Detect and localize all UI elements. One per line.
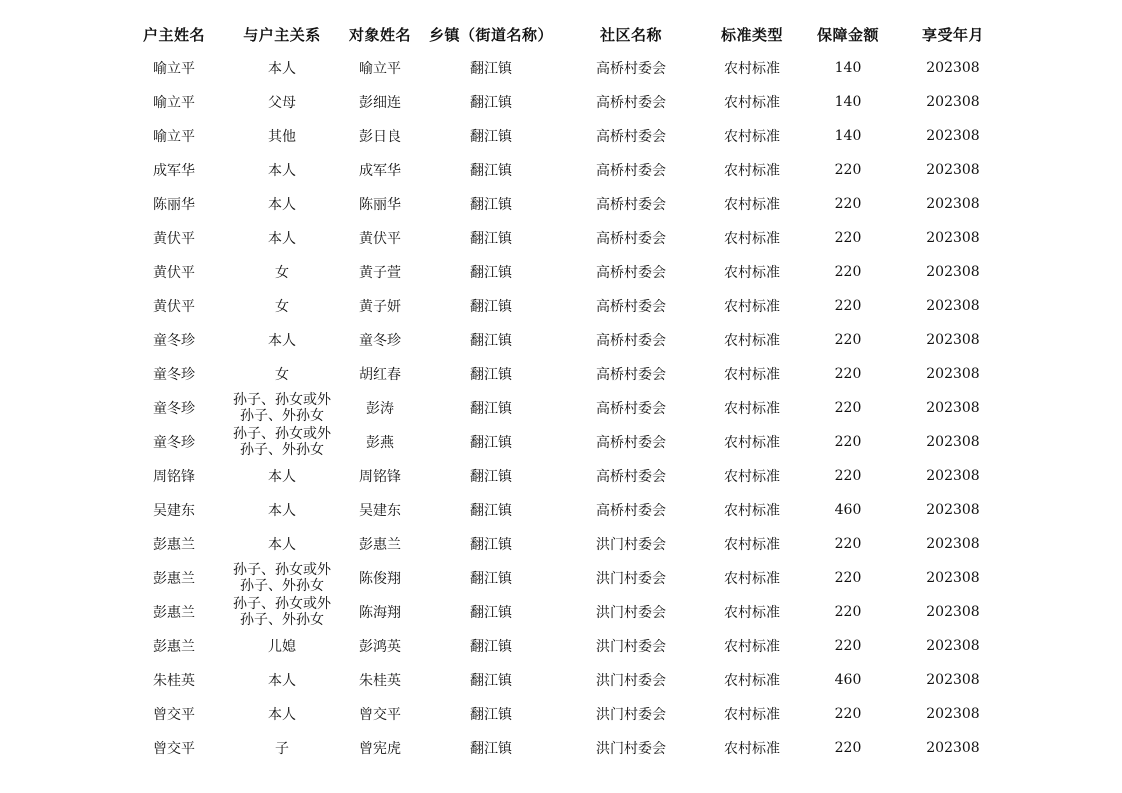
cell-recipient-name: 黄子妍 — [359, 299, 401, 315]
relation-line: 孙子、孙女或外 — [233, 426, 331, 442]
cell-head-of-household-name: 喻立平 — [153, 95, 195, 111]
cell-relation-to-head: 本人 — [268, 673, 296, 689]
cell-benefit-amount: 140 — [834, 128, 862, 144]
column-header-recipient-name: 对象姓名 — [348, 25, 411, 44]
cell-town-street-name: 翻江镇 — [470, 61, 512, 77]
cell-community-name: 洪门村委会 — [596, 605, 666, 621]
cell-benefit-month: 202308 — [926, 570, 980, 586]
cell-benefit-month: 202308 — [926, 366, 980, 382]
cell-recipient-name: 彭日良 — [359, 129, 401, 145]
cell-community-name: 洪门村委会 — [596, 707, 666, 723]
cell-benefit-amount: 220 — [834, 230, 862, 246]
cell-community-name: 高桥村委会 — [596, 299, 666, 315]
cell-benefit-amount: 220 — [834, 740, 862, 756]
cell-benefit-amount: 220 — [834, 162, 862, 178]
cell-benefit-amount: 140 — [834, 94, 862, 110]
table-row — [118, 289, 1008, 323]
cell-town-street-name: 翻江镇 — [470, 469, 512, 485]
cell-standard-type: 农村标准 — [724, 537, 780, 553]
cell-head-of-household-name: 童冬珍 — [153, 367, 195, 383]
cell-community-name: 高桥村委会 — [596, 129, 666, 145]
cell-benefit-amount: 220 — [834, 468, 862, 484]
cell-town-street-name: 翻江镇 — [470, 163, 512, 179]
cell-community-name: 洪门村委会 — [596, 537, 666, 553]
cell-recipient-name: 童冬珍 — [359, 333, 401, 349]
cell-relation-to-head: 女 — [275, 299, 289, 315]
cell-head-of-household-name: 喻立平 — [153, 129, 195, 145]
table-body — [118, 51, 1008, 765]
cell-benefit-amount: 220 — [834, 604, 862, 620]
cell-benefit-month: 202308 — [926, 740, 980, 756]
cell-benefit-amount: 220 — [834, 536, 862, 552]
cell-head-of-household-name: 曾交平 — [153, 707, 195, 723]
cell-town-street-name: 翻江镇 — [470, 503, 512, 519]
table-row — [118, 221, 1008, 255]
cell-town-street-name: 翻江镇 — [470, 95, 512, 111]
cell-town-street-name: 翻江镇 — [470, 231, 512, 247]
cell-standard-type: 农村标准 — [724, 197, 780, 213]
cell-town-street-name: 翻江镇 — [470, 265, 512, 281]
cell-relation-to-head: 本人 — [268, 469, 296, 485]
cell-community-name: 高桥村委会 — [596, 61, 666, 77]
cell-head-of-household-name: 黄伏平 — [153, 299, 195, 315]
cell-recipient-name: 周铭锋 — [359, 469, 401, 485]
cell-standard-type: 农村标准 — [724, 95, 780, 111]
cell-standard-type: 农村标准 — [724, 571, 780, 587]
table-row — [118, 153, 1008, 187]
cell-standard-type: 农村标准 — [724, 401, 780, 417]
cell-benefit-amount: 220 — [834, 366, 862, 382]
cell-town-street-name: 翻江镇 — [470, 537, 512, 553]
table-row — [118, 357, 1008, 391]
cell-benefit-month: 202308 — [926, 434, 980, 450]
cell-recipient-name: 胡红春 — [359, 367, 401, 383]
cell-community-name: 高桥村委会 — [596, 95, 666, 111]
cell-benefit-month: 202308 — [926, 604, 980, 620]
column-header-head-of-household-name: 户主姓名 — [142, 25, 205, 44]
cell-standard-type: 农村标准 — [724, 435, 780, 451]
cell-town-street-name: 翻江镇 — [470, 673, 512, 689]
relation-line: 孙子、外孙女 — [240, 612, 324, 628]
cell-recipient-name: 彭涛 — [366, 401, 394, 417]
table-row — [118, 663, 1008, 697]
cell-relation-to-head: 本人 — [268, 163, 296, 179]
table-row — [118, 119, 1008, 153]
table-row — [118, 391, 1008, 425]
cell-recipient-name: 彭细连 — [359, 95, 401, 111]
cell-head-of-household-name: 彭惠兰 — [153, 605, 195, 621]
table-row — [118, 629, 1008, 663]
cell-relation-to-head: 本人 — [268, 333, 296, 349]
cell-head-of-household-name: 彭惠兰 — [153, 639, 195, 655]
cell-town-street-name: 翻江镇 — [470, 639, 512, 655]
cell-head-of-household-name: 曾交平 — [153, 741, 195, 757]
table-row — [118, 51, 1008, 85]
cell-relation-to-head: 本人 — [268, 537, 296, 553]
cell-benefit-month: 202308 — [926, 332, 980, 348]
cell-recipient-name: 陈俊翔 — [359, 571, 401, 587]
cell-benefit-amount: 220 — [834, 706, 862, 722]
cell-benefit-amount: 220 — [834, 298, 862, 314]
cell-standard-type: 农村标准 — [724, 231, 780, 247]
cell-relation-to-head — [230, 561, 334, 595]
cell-head-of-household-name: 喻立平 — [153, 61, 195, 77]
cell-head-of-household-name: 周铭锋 — [153, 469, 195, 485]
cell-standard-type: 农村标准 — [724, 503, 780, 519]
cell-relation-to-head: 本人 — [268, 231, 296, 247]
cell-community-name: 洪门村委会 — [596, 741, 666, 757]
cell-benefit-amount: 460 — [834, 502, 862, 518]
cell-benefit-amount: 220 — [834, 332, 862, 348]
cell-relation-to-head: 儿媳 — [268, 639, 296, 655]
cell-benefit-amount: 220 — [834, 400, 862, 416]
table-row — [118, 731, 1008, 765]
cell-head-of-household-name: 朱桂英 — [153, 673, 195, 689]
column-header-relation-to-head: 与户主关系 — [243, 25, 321, 44]
cell-town-street-name: 翻江镇 — [470, 741, 512, 757]
column-header-community-name: 社区名称 — [599, 25, 662, 44]
table-row — [118, 697, 1008, 731]
cell-town-street-name: 翻江镇 — [470, 197, 512, 213]
cell-town-street-name: 翻江镇 — [470, 605, 512, 621]
cell-recipient-name: 彭燕 — [366, 435, 394, 451]
relation-line: 孙子、孙女或外 — [233, 392, 331, 408]
cell-town-street-name: 翻江镇 — [470, 299, 512, 315]
cell-standard-type: 农村标准 — [724, 61, 780, 77]
cell-head-of-household-name: 吴建东 — [153, 503, 195, 519]
table-header — [118, 17, 1008, 51]
cell-community-name: 洪门村委会 — [596, 639, 666, 655]
table-row — [118, 595, 1008, 629]
cell-benefit-month: 202308 — [926, 196, 980, 212]
cell-recipient-name: 朱桂英 — [359, 673, 401, 689]
cell-recipient-name: 成军华 — [359, 163, 401, 179]
cell-benefit-amount: 220 — [834, 570, 862, 586]
cell-head-of-household-name: 陈丽华 — [153, 197, 195, 213]
cell-standard-type: 农村标准 — [724, 367, 780, 383]
cell-standard-type: 农村标准 — [724, 639, 780, 655]
cell-benefit-month: 202308 — [926, 298, 980, 314]
cell-community-name: 高桥村委会 — [596, 401, 666, 417]
cell-standard-type: 农村标准 — [724, 673, 780, 689]
cell-recipient-name: 彭惠兰 — [359, 537, 401, 553]
column-header-standard-type: 标准类型 — [720, 25, 783, 44]
relation-line: 孙子、外孙女 — [240, 408, 324, 424]
cell-benefit-month: 202308 — [926, 128, 980, 144]
cell-town-street-name: 翻江镇 — [470, 333, 512, 349]
relation-line: 孙子、外孙女 — [240, 442, 324, 458]
cell-recipient-name: 陈丽华 — [359, 197, 401, 213]
table-row — [118, 425, 1008, 459]
cell-standard-type: 农村标准 — [724, 299, 780, 315]
cell-benefit-month: 202308 — [926, 706, 980, 722]
cell-recipient-name: 喻立平 — [359, 61, 401, 77]
cell-benefit-month: 202308 — [926, 264, 980, 280]
cell-community-name: 高桥村委会 — [596, 469, 666, 485]
relation-line: 孙子、孙女或外 — [233, 596, 331, 612]
cell-recipient-name: 黄子萱 — [359, 265, 401, 281]
cell-benefit-month: 202308 — [926, 536, 980, 552]
cell-recipient-name: 黄伏平 — [359, 231, 401, 247]
cell-benefit-month: 202308 — [926, 502, 980, 518]
cell-standard-type: 农村标准 — [724, 469, 780, 485]
cell-relation-to-head: 本人 — [268, 197, 296, 213]
column-header-town-street-name: 乡镇（街道名称） — [428, 25, 553, 44]
cell-benefit-month: 202308 — [926, 230, 980, 246]
cell-recipient-name: 曾交平 — [359, 707, 401, 723]
cell-town-street-name: 翻江镇 — [470, 435, 512, 451]
cell-community-name: 高桥村委会 — [596, 163, 666, 179]
cell-head-of-household-name: 成军华 — [153, 163, 195, 179]
cell-community-name: 高桥村委会 — [596, 367, 666, 383]
table-row — [118, 561, 1008, 595]
cell-relation-to-head: 子 — [275, 741, 289, 757]
table-row — [118, 255, 1008, 289]
cell-head-of-household-name: 童冬珍 — [153, 333, 195, 349]
cell-community-name: 高桥村委会 — [596, 197, 666, 213]
table-row — [118, 323, 1008, 357]
cell-standard-type: 农村标准 — [724, 163, 780, 179]
cell-benefit-month: 202308 — [926, 162, 980, 178]
table-row — [118, 459, 1008, 493]
cell-relation-to-head: 父母 — [268, 95, 296, 111]
table-row — [118, 85, 1008, 119]
cell-head-of-household-name: 童冬珍 — [153, 401, 195, 417]
cell-benefit-month: 202308 — [926, 672, 980, 688]
cell-town-street-name: 翻江镇 — [470, 401, 512, 417]
cell-town-street-name: 翻江镇 — [470, 707, 512, 723]
cell-relation-to-head: 本人 — [268, 503, 296, 519]
cell-relation-to-head: 本人 — [268, 61, 296, 77]
cell-recipient-name: 曾宪虎 — [359, 741, 401, 757]
cell-benefit-month: 202308 — [926, 94, 980, 110]
cell-head-of-household-name: 彭惠兰 — [153, 537, 195, 553]
cell-relation-to-head: 女 — [275, 367, 289, 383]
cell-benefit-amount: 220 — [834, 434, 862, 450]
cell-town-street-name: 翻江镇 — [470, 571, 512, 587]
table-row — [118, 493, 1008, 527]
cell-recipient-name: 彭鸿英 — [359, 639, 401, 655]
cell-relation-to-head: 女 — [275, 265, 289, 281]
relation-line: 孙子、外孙女 — [240, 578, 324, 594]
cell-relation-to-head — [230, 391, 334, 425]
cell-community-name: 洪门村委会 — [596, 571, 666, 587]
cell-relation-to-head: 本人 — [268, 707, 296, 723]
column-header-benefit-month: 享受年月 — [921, 25, 984, 44]
cell-head-of-household-name: 黄伏平 — [153, 231, 195, 247]
cell-community-name: 高桥村委会 — [596, 333, 666, 349]
cell-community-name: 高桥村委会 — [596, 265, 666, 281]
cell-benefit-amount: 460 — [834, 672, 862, 688]
cell-standard-type: 农村标准 — [724, 129, 780, 145]
cell-standard-type: 农村标准 — [724, 605, 780, 621]
table-row — [118, 527, 1008, 561]
cell-standard-type: 农村标准 — [724, 265, 780, 281]
cell-town-street-name: 翻江镇 — [470, 129, 512, 145]
cell-benefit-amount: 140 — [834, 60, 862, 76]
cell-standard-type: 农村标准 — [724, 707, 780, 723]
cell-benefit-amount: 220 — [834, 264, 862, 280]
cell-benefit-month: 202308 — [926, 638, 980, 654]
cell-head-of-household-name: 黄伏平 — [153, 265, 195, 281]
column-header-benefit-amount: 保障金额 — [816, 25, 879, 44]
cell-benefit-amount: 220 — [834, 638, 862, 654]
cell-standard-type: 农村标准 — [724, 741, 780, 757]
cell-relation-to-head: 其他 — [268, 129, 296, 145]
table-row — [118, 187, 1008, 221]
cell-recipient-name: 吴建东 — [359, 503, 401, 519]
cell-community-name: 高桥村委会 — [596, 435, 666, 451]
cell-standard-type: 农村标准 — [724, 333, 780, 349]
cell-benefit-month: 202308 — [926, 468, 980, 484]
cell-head-of-household-name: 童冬珍 — [153, 435, 195, 451]
cell-town-street-name: 翻江镇 — [470, 367, 512, 383]
header-row — [118, 17, 1008, 51]
cell-benefit-month: 202308 — [926, 60, 980, 76]
cell-relation-to-head — [230, 425, 334, 459]
cell-community-name: 洪门村委会 — [596, 673, 666, 689]
cell-benefit-amount: 220 — [834, 196, 862, 212]
cell-head-of-household-name: 彭惠兰 — [153, 571, 195, 587]
cell-recipient-name: 陈海翔 — [359, 605, 401, 621]
cell-benefit-month: 202308 — [926, 400, 980, 416]
cell-community-name: 高桥村委会 — [596, 503, 666, 519]
beneficiary-table — [118, 17, 1008, 765]
cell-community-name: 高桥村委会 — [596, 231, 666, 247]
relation-line: 孙子、孙女或外 — [233, 562, 331, 578]
cell-relation-to-head — [230, 595, 334, 629]
